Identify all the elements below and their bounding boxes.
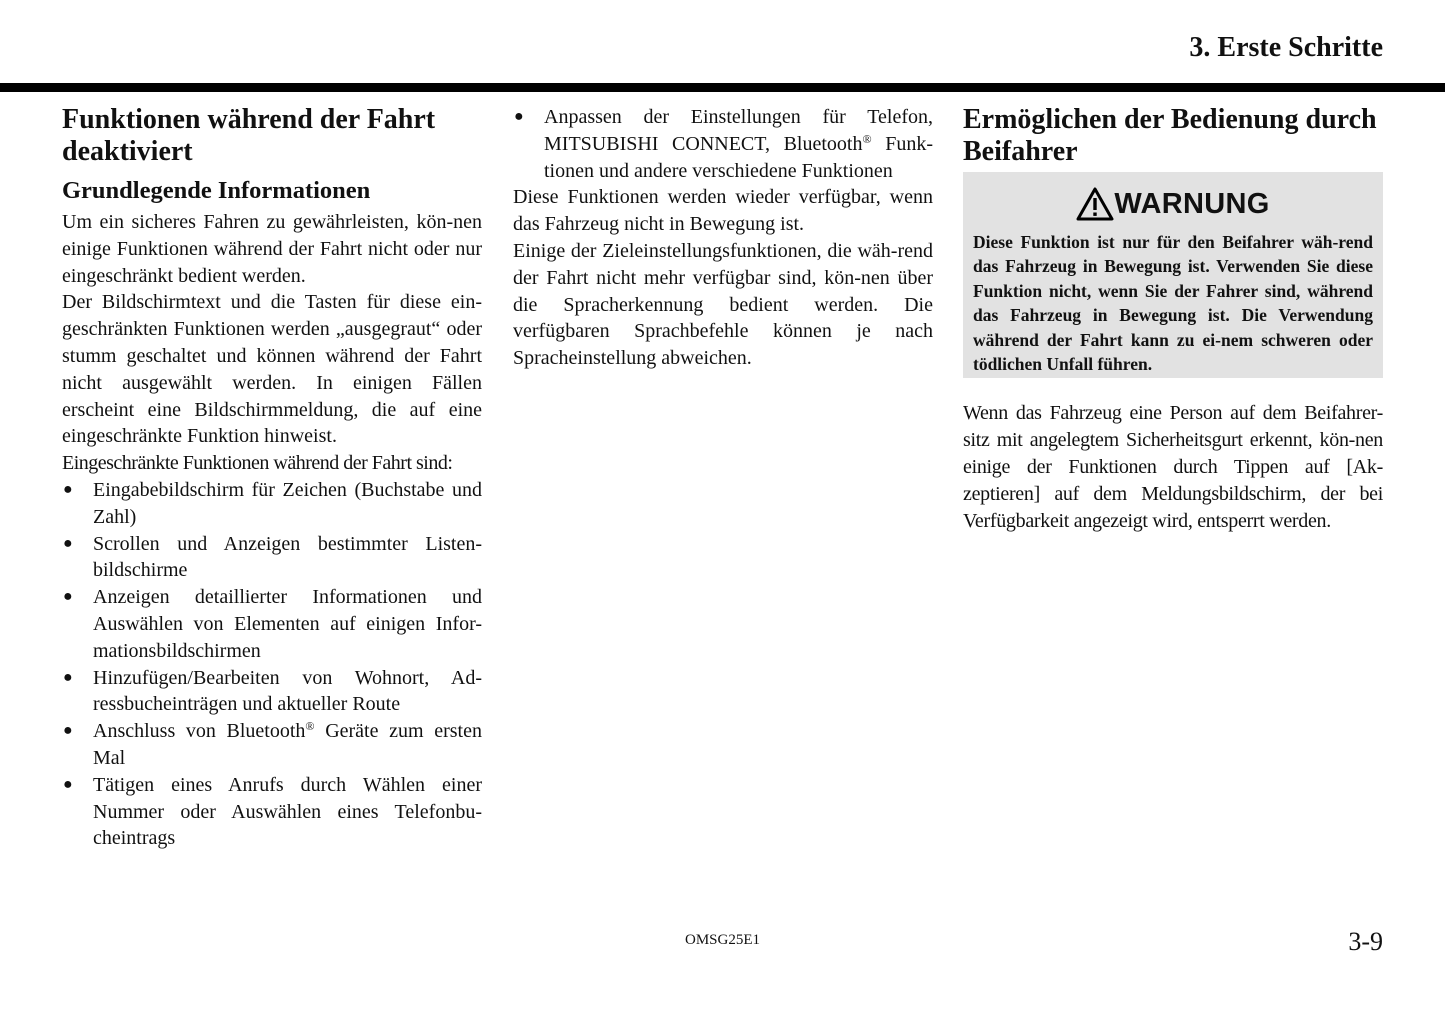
- warning-text: Diese Funktion ist nur für den Beifahrer wäh-rend das Fahrzeug in Bewegung ist. Verwenden Sie diese Funktion nicht, wenn Sie der Fahrer sind, während das Fahrzeug in Bewegung ist. Die Verwendung während der Fahrt kann zu ei-nem schweren oder tödlichen Unfall führen.: [973, 232, 1373, 375]
- list-item: ● Anschluss von Bluetooth® Geräte zum ersten Mal: [62, 718, 482, 772]
- header-rule: [0, 83, 1445, 92]
- registered-mark: ®: [862, 131, 872, 146]
- list-item: ● Scrollen und Anzeigen bestimmter Listen-bildschirme: [62, 531, 482, 585]
- page-number: 3-9: [1348, 927, 1383, 956]
- section-title: Funktionen während der Fahrt deaktiviert: [62, 104, 436, 167]
- column-right: [963, 104, 1383, 534]
- column-middle: [513, 104, 933, 372]
- column-left: [62, 104, 482, 852]
- warning-label: WARNUNG: [1114, 187, 1270, 220]
- restricted-functions-list: [62, 477, 482, 852]
- chapter-title: 3. Erste Schritte: [1189, 32, 1383, 63]
- paragraph: Der Bildschirmtext und die Tasten für diese ein-geschränkten Funktionen werden „ausgegraut“ oder stumm geschaltet und können während der Fahrt nicht ausgewählt werden. In einigen Fällen erscheint eine Bildschirmmeldung, die auf eine eingeschränkte Funktion hinweist.: [62, 291, 482, 448]
- list-item: ● Anpassen der Einstellungen für Telefon, MITSUBISHI CONNECT, Bluetooth® Funk-tionen und andere verschiedene Funktionen: [513, 104, 933, 184]
- section-title: Ermöglichen der Bedienung durch Beifahrer: [963, 104, 1377, 167]
- warning-header: [973, 184, 1373, 224]
- list-item: ● Anzeigen detaillierter Informationen und Auswählen von Elementen auf einigen Infor-mationsbildschirmen: [62, 584, 482, 664]
- list-item: ● Tätigen eines Anrufs durch Wählen einer Nummer oder Auswählen eines Telefonbu-cheintrags: [62, 772, 482, 852]
- list-intro: Eingeschränkte Funktionen während der Fahrt sind:: [62, 452, 453, 475]
- paragraph: Einige der Zieleinstellungsfunktionen, die wäh-rend der Fahrt nicht mehr verfügbar sind, kön-nen über die Spracherkennung bedient werden. Die verfügbaren Sprachbefehle können je nach Spracheinstellung abweichen.: [513, 239, 933, 370]
- warning-box: [963, 172, 1383, 378]
- list-item: ● Hinzufügen/Bearbeiten von Wohnort, Ad-ressbucheinträgen und aktueller Route: [62, 665, 482, 719]
- paragraph: Um ein sicheres Fahren zu gewährleisten, kön-nen einige Funktionen während der Fahrt nicht oder nur eingeschränkt bedient werden.: [62, 211, 482, 287]
- registered-mark: ®: [305, 719, 315, 734]
- paragraph: Diese Funktionen werden wieder verfügbar, wenn das Fahrzeug nicht in Bewegung ist.: [513, 186, 933, 236]
- warning-triangle-icon: [1076, 187, 1114, 221]
- continued-list: [513, 104, 933, 184]
- paragraph: Wenn das Fahrzeug eine Person auf dem Beifahrer-sitz mit angelegtem Sicherheitsgurt erkennt, kön-nen einige der Funktionen durch Tippen auf [Ak-zeptieren] auf dem Meldungsbildschirm, der bei Verfügbarkeit angezeigt wird, entsperrt werden.: [963, 402, 1383, 532]
- subsection-title: Grundlegende Informationen: [62, 177, 371, 204]
- list-item: ● Eingabebildschirm für Zeichen (Buchstabe und Zahl): [62, 477, 482, 531]
- document-code: OMSG25E1: [684, 932, 760, 948]
